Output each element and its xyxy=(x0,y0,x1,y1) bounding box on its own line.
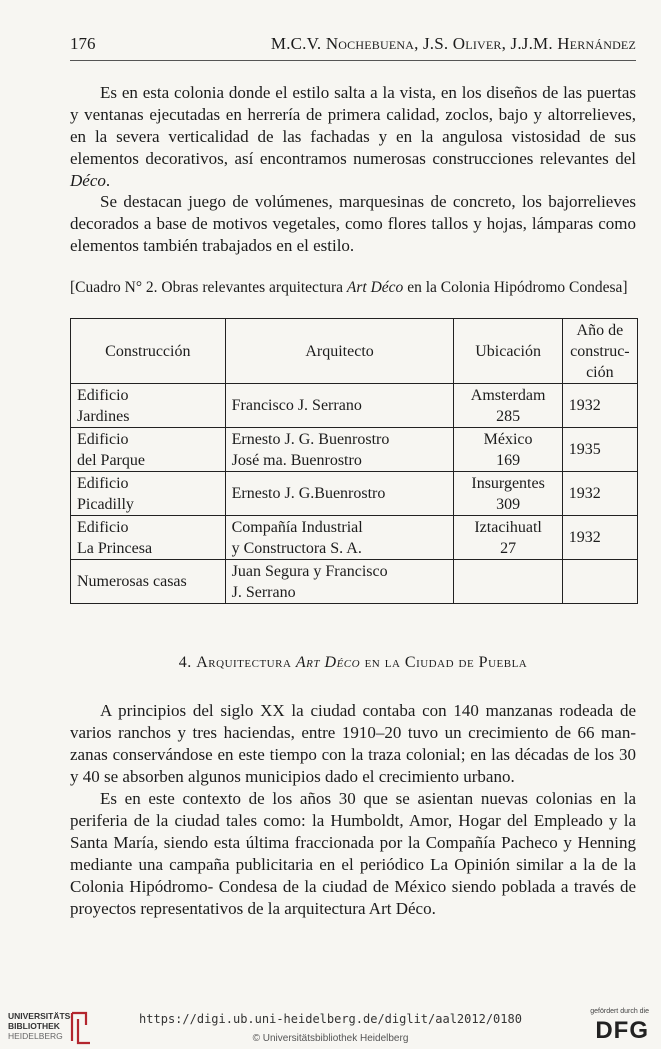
arquitecto-line: Ernesto J. G.Buenrostro xyxy=(231,485,386,502)
arquitecto-line: Juan Segura y Francisco xyxy=(231,562,388,580)
table-header-row xyxy=(71,319,638,384)
cell-arquitecto xyxy=(225,472,454,516)
cell-ubicacion xyxy=(454,560,562,604)
footer-copyright: © Universitätsbibliothek Heidelberg xyxy=(252,1033,409,1044)
cell-anio: 1932 xyxy=(562,472,637,516)
arquitecto-line: José ma. Buenrostro xyxy=(231,451,362,469)
paragraph-3: A principios del siglo XX la ciudad contaba con 140 manzanas rodeada de varios ranchos y tres haciendas, entre 1910–20 tuvo un crecimiento de 66 manzanas conservándose en este tiempo con la traza colonial; en las décadas de los 30 y 40 se absorben algunos municipios dado el crecimiento urbano. xyxy=(70,701,636,786)
cell-ubicacion xyxy=(454,384,562,428)
cell-anio xyxy=(562,560,637,604)
paragraph-4: Es en este contexto de los años 30 que se asientan nuevas colonias en la periferia de la ciudad tales como: la Humboldt, Amor, Hogar del Empleado y la Santa María, siendo esta última fraccionada por la Compañía Pacheco y Henning mediante una campaña publicitaria en el periódico La Opinión similar a la de la Colonia Hipódromo- Condesa de la ciudad de México siendo poblada a través de proyectos representativos de la arquitectura Art Déco. xyxy=(70,789,636,918)
section-title-b: en la Ciudad de Puebla xyxy=(364,654,528,671)
cell-ubicacion xyxy=(454,472,562,516)
header-construccion: Construcción xyxy=(71,319,226,384)
paragraph-2: Se destacan juego de volúmenes, marquesinas de concreto, los bajorrelieves decorados a base de motivos vegetales, como flores tallos y hojas, lámparas como elementos también trabajados en el estilo. xyxy=(70,192,636,255)
construccion-line: Jardines xyxy=(77,407,130,425)
table-row xyxy=(71,472,638,516)
cell-anio: 1935 xyxy=(562,428,637,472)
library-line-2: BIBLIOTHEK xyxy=(8,1021,60,1031)
dfg-logo: DFG xyxy=(595,1017,649,1044)
construccion-line: Numerosas casas xyxy=(77,573,187,590)
cell-arquitecto xyxy=(225,516,454,560)
construccion-line: del Parque xyxy=(77,451,145,469)
cell-anio: 1932 xyxy=(562,516,637,560)
ubicacion-line: 285 xyxy=(496,407,521,425)
ubicacion-line: 27 xyxy=(500,539,517,557)
section-title-italic: Art Déco xyxy=(295,654,361,671)
ubicacion-line: 309 xyxy=(496,495,521,513)
cell-arquitecto xyxy=(225,428,454,472)
ubicacion-line: 169 xyxy=(496,451,521,469)
cell-ubicacion xyxy=(454,428,562,472)
caption-italic: Art Déco xyxy=(346,279,404,296)
ubicacion-line: Iztacihuatl xyxy=(474,518,542,536)
header-rule xyxy=(70,60,636,61)
table-row xyxy=(71,516,638,560)
arquitecto-line: Compañía Industrial xyxy=(231,518,363,536)
footer-url-link[interactable]: https://digi.ub.uni-heidelberg.de/diglit/aal2012/0180 xyxy=(139,1012,522,1026)
section-number: 4. xyxy=(178,654,192,671)
library-line-3: HEIDELBERG xyxy=(8,1031,63,1041)
construccion-line: Edificio xyxy=(77,518,129,536)
ubicacion-line: Amsterdam xyxy=(470,386,546,404)
cell-construccion xyxy=(71,428,226,472)
page-number: 176 xyxy=(70,34,96,53)
paragraph-1 xyxy=(70,82,636,192)
construccion-line: Edificio xyxy=(77,386,129,404)
cell-arquitecto xyxy=(225,560,454,604)
arquitecto-line: J. Serrano xyxy=(231,583,296,601)
header-arquitecto: Arquitecto xyxy=(225,319,454,384)
table-row xyxy=(71,384,638,428)
ubicacion-line: Insurgentes xyxy=(471,474,545,492)
header-anio: Año de construcción xyxy=(562,319,637,384)
running-head-authors xyxy=(271,34,636,54)
construccion-line: La Princesa xyxy=(77,539,153,557)
section-title-a: Arquitectura xyxy=(196,654,292,671)
arquitecto-line: Ernesto J. G. Buenrostro xyxy=(231,430,390,448)
section-title xyxy=(70,654,636,672)
library-line-1: UNIVERSITÄTS- xyxy=(8,1011,74,1021)
cell-anio: 1932 xyxy=(562,384,637,428)
caption-suffix: en la Colonia Hipódromo Condesa] xyxy=(403,279,628,296)
cell-arquitecto xyxy=(225,384,454,428)
caption-prefix: [Cuadro N° 2. Obras relevantes arquitectura xyxy=(70,279,347,296)
funded-by-label: gefördert durch die xyxy=(590,1008,649,1015)
table-row xyxy=(71,560,638,604)
table-caption xyxy=(70,277,636,299)
cell-ubicacion xyxy=(454,516,562,560)
cell-construccion xyxy=(71,384,226,428)
cell-construccion xyxy=(71,560,226,604)
paragraph-1-text: Es en esta colonia donde el estilo salta a la vista, en los diseños de las puertas y ventanas ejecutadas en herrería de primera calidad, zoclos, bajo y altorrelieves, en la severa verticalidad de las fachadas y en la angulosa vistosidad de sus elementos decorativos, así encontramos numerosas construcciones relevantes del Déco. xyxy=(70,83,636,190)
works-table xyxy=(70,318,638,604)
paragraph-1-italic: Déco xyxy=(70,171,106,190)
construccion-line: Picadilly xyxy=(77,495,134,513)
header-ubicacion: Ubicación xyxy=(454,319,562,384)
cell-construccion xyxy=(71,472,226,516)
table-row xyxy=(71,428,638,472)
authors-text: M.C.V. Nochebuena, J.S. Oliver, J.J.M. Hernández xyxy=(270,34,636,53)
table-body xyxy=(71,384,638,604)
ubicacion-line: México xyxy=(483,430,533,448)
arquitecto-line: y Constructora S. A. xyxy=(231,539,362,557)
construccion-line: Edificio xyxy=(77,474,129,492)
running-head xyxy=(70,34,636,56)
construccion-line: Edificio xyxy=(77,430,129,448)
cell-construccion xyxy=(71,516,226,560)
arquitecto-line: Francisco J. Serrano xyxy=(231,397,362,414)
